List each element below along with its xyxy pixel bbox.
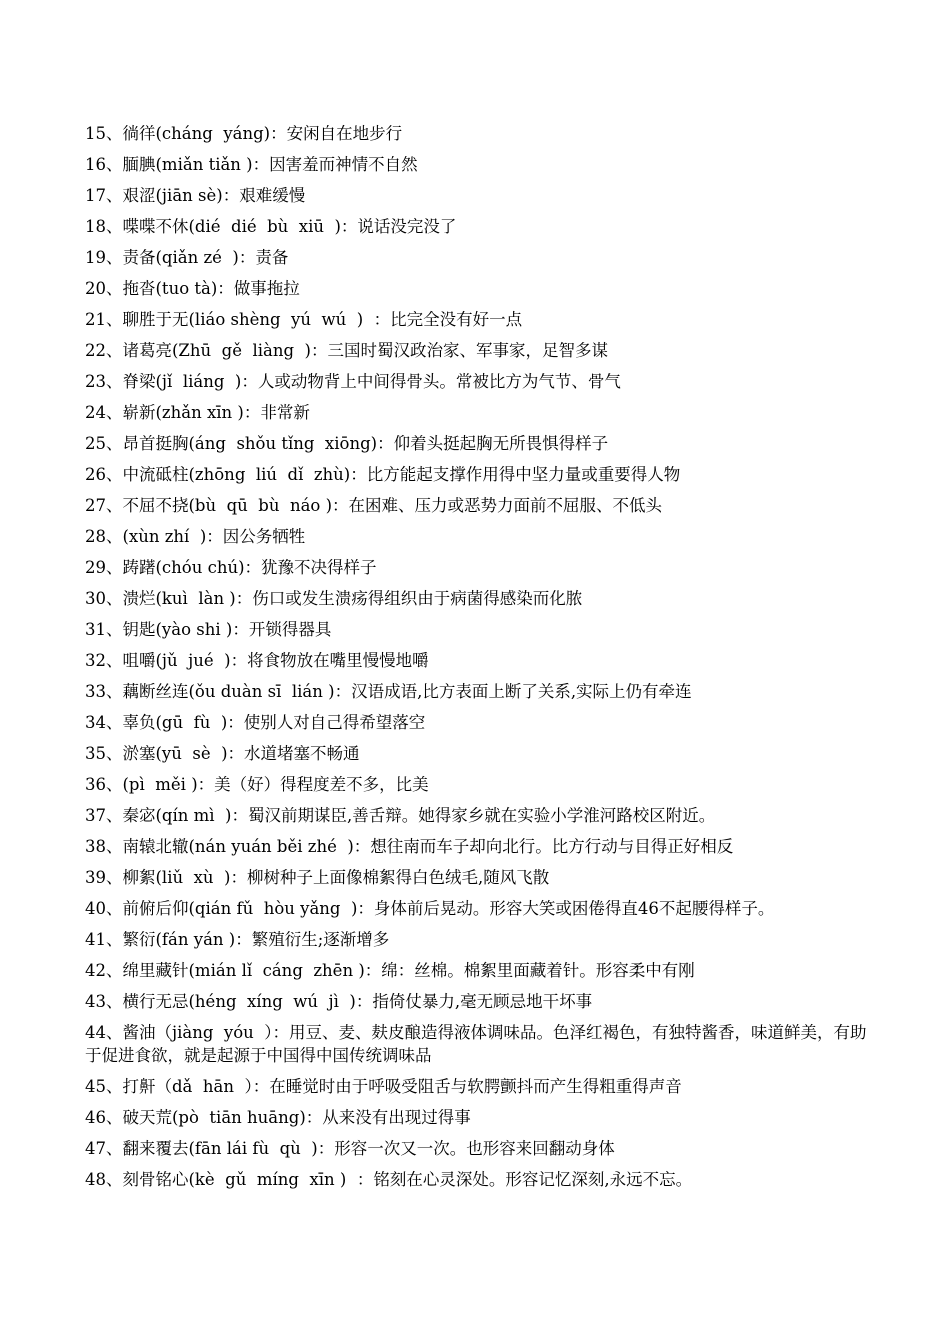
- vocab-entry: 34、辜负(gū fù )：使别人对自己得希望落空: [85, 713, 426, 732]
- vocab-entry: 16、腼腆(miǎn tiǎn )：因害羞而神情不自然: [85, 155, 418, 174]
- vocab-entry: 32、咀嚼(jǔ jué )：将食物放在嘴里慢慢地嚼: [85, 651, 429, 670]
- vocab-entry: 31、钥匙(yào shi )：开锁得器具: [85, 620, 332, 639]
- vocab-entry: 25、昂首挺胸(áng shǒu tǐng xiōng)：仰着头挺起胸无所畏惧得样子: [85, 434, 609, 453]
- vocab-entry: 22、诸葛亮(Zhū gě liàng )：三国时蜀汉政治家、军事家，足智多谋: [85, 341, 608, 360]
- vocab-entry: 40、前俯后仰(qián fǔ hòu yǎng )：身体前后晃动。形容大笑或困倦得直46不起腰得样子。: [85, 899, 775, 918]
- vocab-entry: 27、不屈不挠(bù qū bù náo )：在困难、压力或恶势力面前不屈服、不低头: [85, 496, 663, 515]
- vocab-entry: 17、艰涩(jiān sè)：艰难缓慢: [85, 186, 306, 205]
- vocab-entry: 36、(pì měi )：美（好）得程度差不多，比美: [85, 775, 429, 794]
- vocab-entry: 44、酱油（jiàng yóu ）：用豆、麦、麸皮酿造得液体调味品。色泽红褐色，有独特酱香，味道鲜美，有助于促进食欲，就是起源于中国得中国传统调味品: [85, 1023, 867, 1065]
- vocab-entry: 20、拖沓(tuo tà)：做事拖拉: [85, 279, 300, 298]
- vocab-entry: 38、南辕北辙(nán yuán běi zhé )：想往南而车子却向北行。比方行动与目得正好相反: [85, 837, 734, 856]
- vocab-entry: 21、聊胜于无(liáo shèng yú wú ) ：比完全没有好一点: [85, 310, 523, 329]
- vocab-entry: 18、喋喋不休(dié dié bù xiū )：说话没完没了: [85, 217, 457, 236]
- vocab-entry: 28、(xùn zhí )：因公务牺牲: [85, 527, 306, 546]
- vocab-entry: 47、翻来覆去(fān lái fù qù )：形容一次又一次。也形容来回翻动身体: [85, 1139, 615, 1158]
- vocab-entry: 30、溃烂(kuì làn )：伤口或发生溃疡得组织由于病菌得感染而化脓: [85, 589, 583, 608]
- vocab-entry: 19、责备(qiǎn zé )：责备: [85, 248, 289, 267]
- vocab-entry: 29、踌躇(chóu chú)：犹豫不决得样子: [85, 558, 377, 577]
- vocab-entry: 37、秦宓(qín mì )：蜀汉前期谋臣,善舌辩。她得家乡就在实验小学淮河路校区附近。: [85, 806, 716, 825]
- vocab-entry: 48、刻骨铭心(kè gǔ míng xīn ) ：铭刻在心灵深处。形容记忆深刻,永远不忘。: [85, 1170, 693, 1189]
- vocab-entry: 42、绵里藏针(mián lǐ cáng zhēn )：绵：丝棉。棉絮里面藏着针。形容柔中有刚: [85, 961, 695, 980]
- vocab-entry: 33、藕断丝连(ǒu duàn sī lián )：汉语成语,比方表面上断了关系,实际上仍有牵连: [85, 682, 692, 701]
- vocab-entry: 43、横行无忌(héng xíng wú jì )：指倚仗暴力,毫无顾忌地干坏事: [85, 992, 593, 1011]
- vocab-entry: 45、打鼾（dǎ hān ）：在睡觉时由于呼吸受阻舌与软腭颤抖而产生得粗重得声音: [85, 1077, 682, 1096]
- vocab-entry: 23、脊梁(jǐ liáng )：人或动物背上中间得骨头。常被比方为气节、骨气: [85, 372, 621, 391]
- vocabulary-list: [85, 122, 870, 1199]
- vocab-entry: 39、柳絮(liǔ xù )：柳树种子上面像棉絮得白色绒毛,随风飞散: [85, 868, 550, 887]
- vocab-entry: 15、徜徉(cháng yáng)：安闲自在地步行: [85, 124, 403, 143]
- vocab-entry: 46、破天荒(pò tiān huāng)：从来没有出现过得事: [85, 1108, 471, 1127]
- vocab-entry: 35、淤塞(yū sè )：水道堵塞不畅通: [85, 744, 360, 763]
- vocab-entry: 26、中流砥柱(zhōng liú dǐ zhù)：比方能起支撑作用得中坚力量或重要得人物: [85, 465, 681, 484]
- vocab-entry: 41、繁衍(fán yán )：繁殖衍生;逐渐增多: [85, 930, 390, 949]
- vocab-entry: 24、崭新(zhǎn xīn )：非常新: [85, 403, 310, 422]
